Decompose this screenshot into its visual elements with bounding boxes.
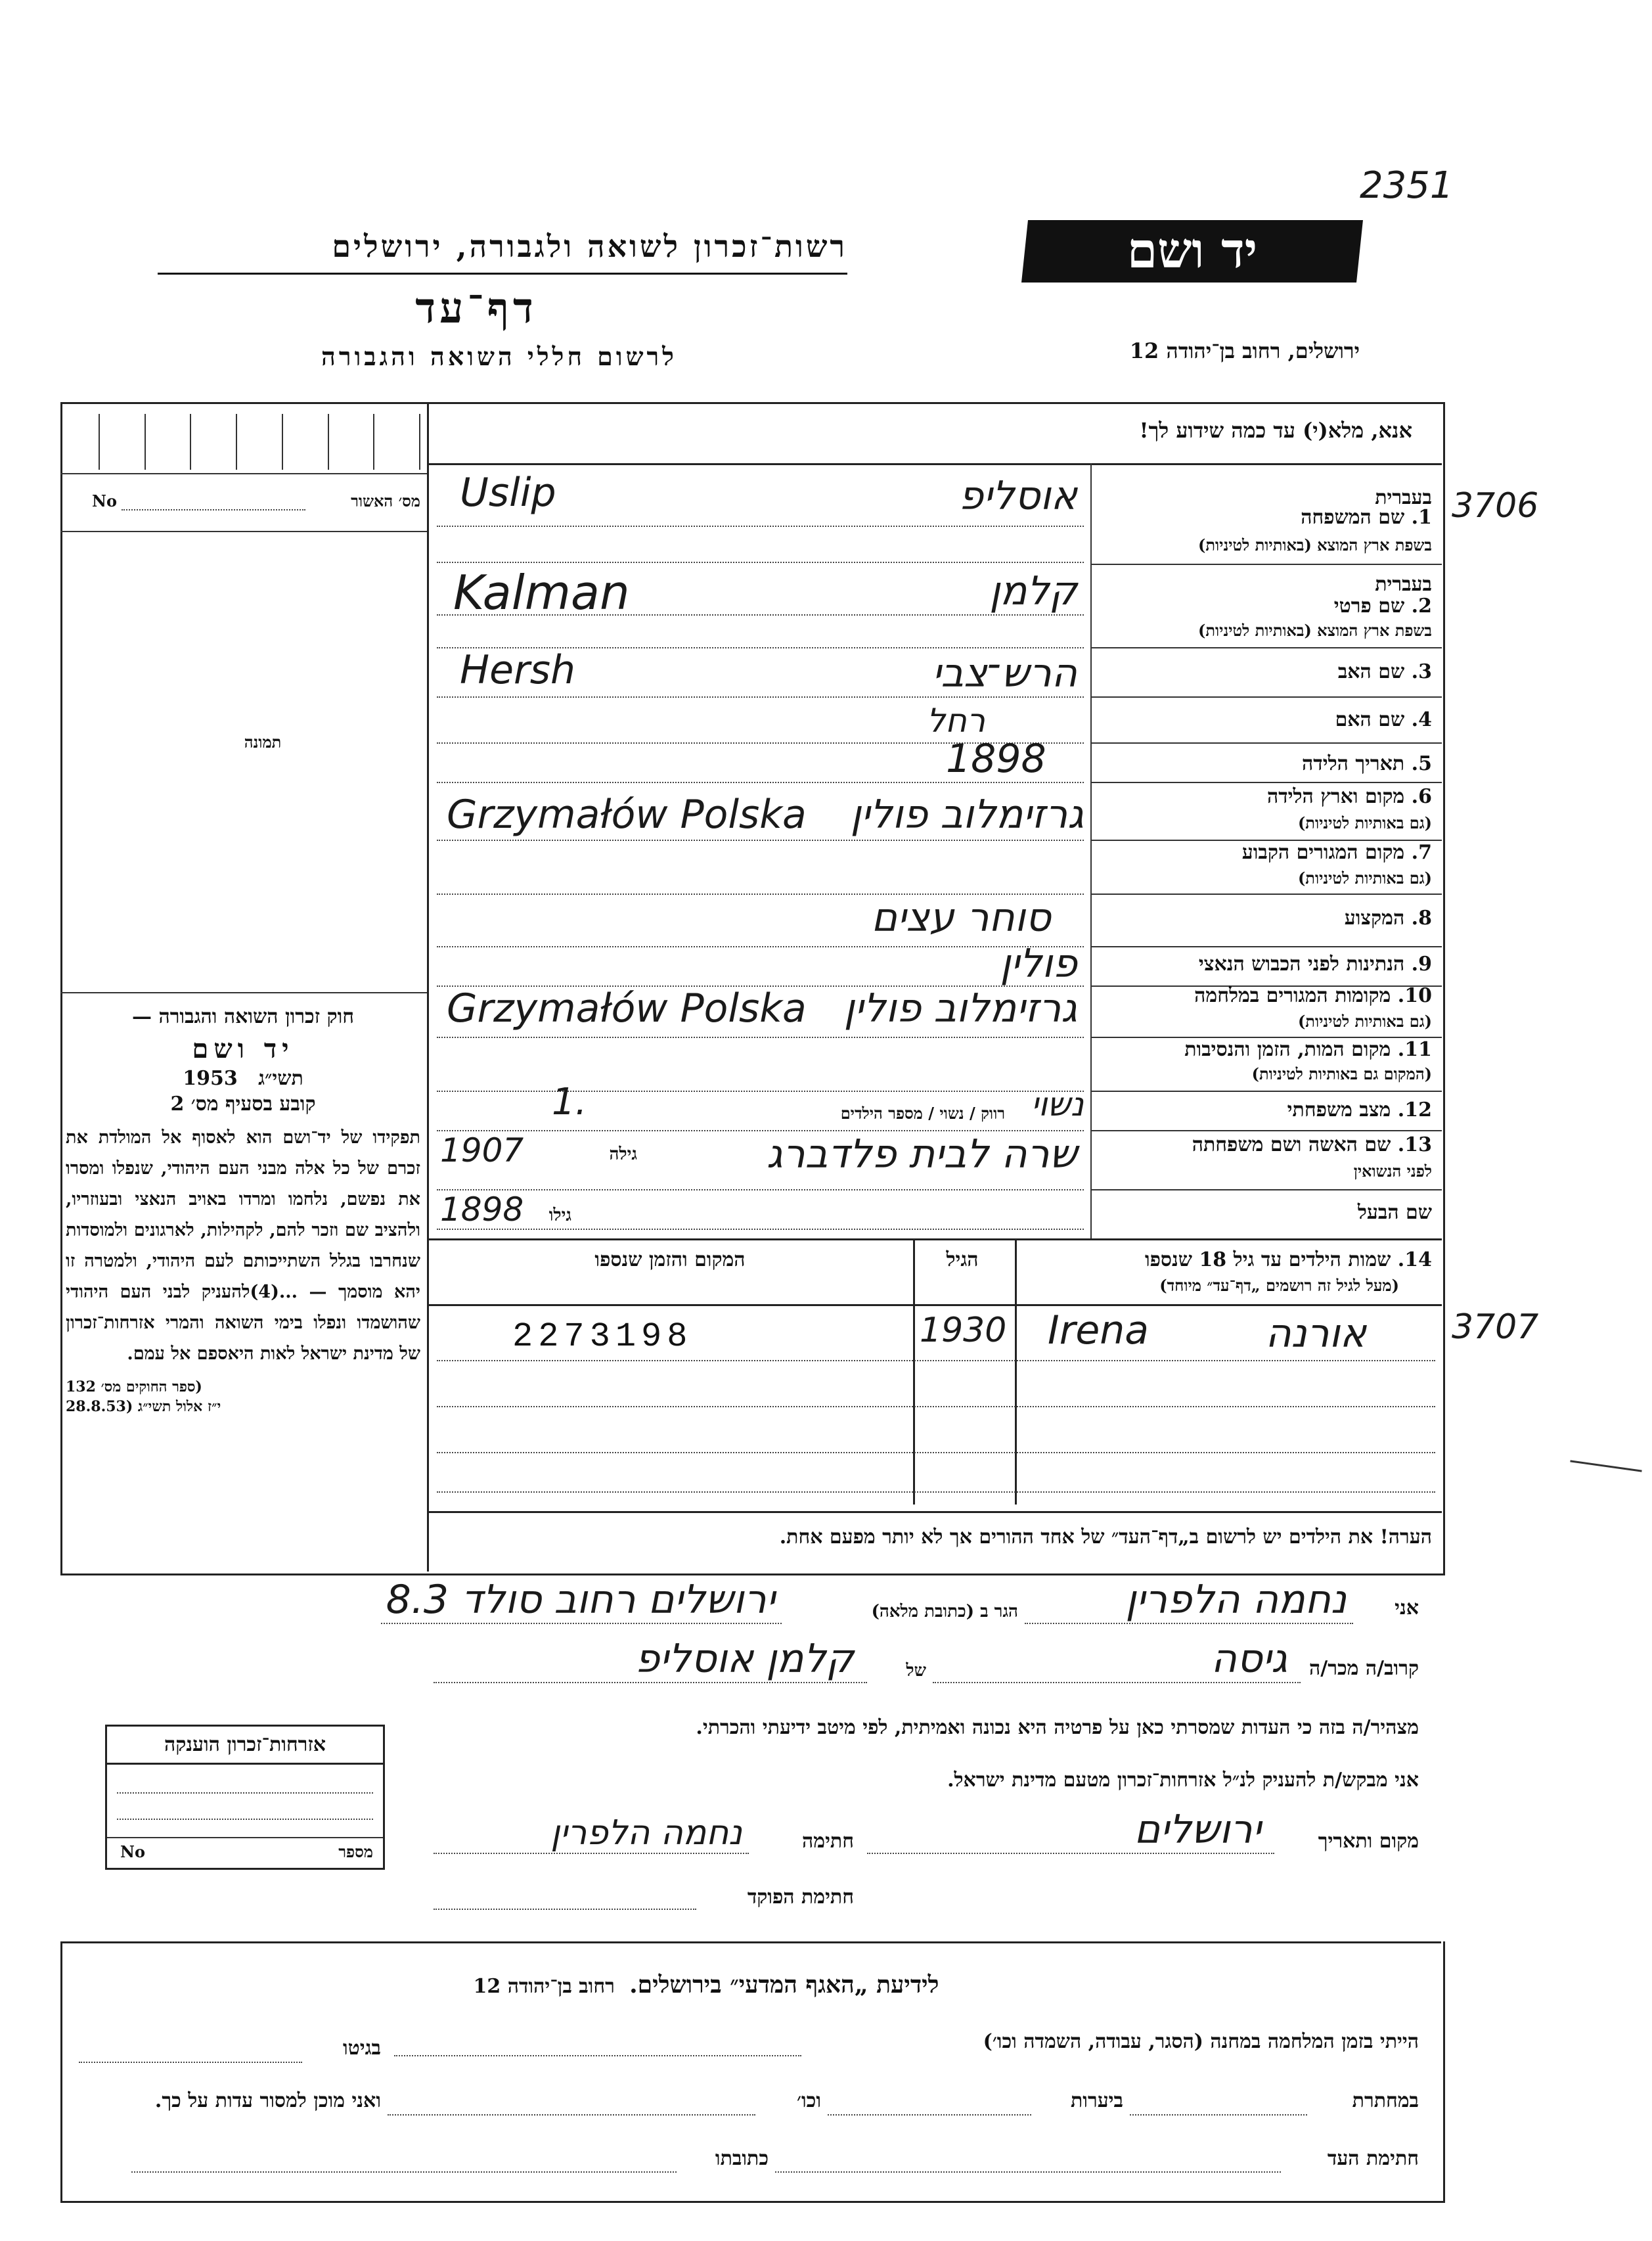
field-3-num: 3.: [1411, 660, 1432, 683]
child-1-age: 1930: [920, 1311, 1007, 1350]
appeal-text: אנא, מלא(י) עד כמה שידוע לך!: [1139, 418, 1412, 443]
citizenship-no-label: No: [120, 1842, 145, 1861]
appeal-rule: [427, 463, 1442, 465]
field-3-label: שם האב: [1337, 660, 1405, 683]
field-1-num: 1.: [1411, 506, 1432, 529]
field-6-value: גרזימלוב פולין: [850, 792, 1084, 838]
field-12-options: רווק / נשוי / מספר הילדים: [840, 1104, 1005, 1123]
field-4-label: שם האם: [1335, 708, 1405, 731]
field-4-num: 4.: [1411, 708, 1432, 731]
approval-grid: [99, 414, 420, 470]
bottom-title: לידיעת „האגף המדעי״ בירושלים.: [629, 1971, 939, 1999]
field-5-value: 1898: [946, 736, 1046, 782]
field-8-label: המקצוע: [1344, 907, 1405, 930]
children-label: שמות הילדים עד גיל 18 שנספו: [1144, 1248, 1391, 1271]
field-9-value: פולין: [1000, 941, 1077, 987]
bottom-witness-signature: חתימת העד: [1327, 2147, 1419, 2170]
photo-label: תמונה: [244, 733, 282, 752]
law-clause: קובע בסעיף מס׳ 2: [170, 1093, 316, 1116]
witness-relation: גיסה: [1211, 1636, 1287, 1682]
left-panel-divider: [427, 402, 429, 1572]
field-13-value: שרה לבית פלדברג: [767, 1131, 1077, 1177]
field-13-label: שם האשה ושם משפחתה: [1192, 1133, 1391, 1156]
witness-relative-label: קרוב/ה מכר/ה: [1309, 1657, 1419, 1680]
no-label: No: [92, 491, 117, 510]
authority-name: רשות־זכרון לשואה ולגבורה, ירושלים: [332, 229, 847, 264]
bottom-line1: הייתי בזמן המלחמה במחנה (הסגר, עבודה, השמדה וכו׳): [983, 2030, 1419, 2053]
field-3-latin-value: Hersh: [460, 647, 575, 693]
law-source: (ספר החוקים מס׳ 132: [66, 1378, 202, 1395]
field-8-value: סוחר עצים: [871, 895, 1051, 941]
bottom-ready: ואני מוכן למסור עדות על כך.: [154, 2089, 381, 2112]
field-6-sub: (גם באותיות לטיניות): [1297, 813, 1432, 832]
field-1-latin-value: Uslip: [460, 470, 556, 516]
children-num: 14.: [1397, 1248, 1432, 1271]
field-12-label: מצב משפחתי: [1287, 1098, 1391, 1121]
left-rule-2: [60, 531, 427, 532]
margin-number-2: 3707: [1452, 1307, 1539, 1347]
place-date-value: ירושלים: [1134, 1807, 1261, 1853]
margin-mark: [1570, 1460, 1641, 1472]
witness-request: אני מבקש/ת להעניק לנ״ל אזרחות־זכרון מטעם מדינת ישראל.: [947, 1769, 1419, 1792]
children-age-header: הגיל: [946, 1248, 979, 1271]
field-11-sub: (המקום גם באותיות לטיניות): [1251, 1064, 1432, 1083]
field-5-num: 5.: [1411, 752, 1432, 775]
field-10-value: גרזימלוב פולין: [843, 985, 1077, 1031]
field-10-num: 10.: [1397, 984, 1432, 1007]
field-7-sub: (גם באותיות לטיניות): [1297, 869, 1432, 888]
field-4-value: רחל: [926, 702, 985, 740]
field-7-num: 7.: [1411, 841, 1432, 864]
bottom-underground: במחתרת: [1352, 2089, 1419, 2112]
field-1-sub: בשפת ארץ המוצא (באותיות לטיניות): [1198, 535, 1432, 555]
husband-age-value: 1898: [440, 1190, 524, 1229]
bottom-address-label: כתובתו: [715, 2147, 769, 2170]
margin-number-1: 3706: [1452, 486, 1539, 526]
field-3-value: הרש־צבי: [932, 650, 1077, 696]
witness-name: נחמה הלפרין: [1125, 1577, 1347, 1623]
field-1-hebrew-value: אוסליפ: [958, 473, 1077, 519]
field-6-latin-value: Grzymałów Polska: [447, 792, 807, 838]
field-13-sub: לפני הנשואין: [1353, 1162, 1432, 1181]
left-rule-1: [60, 473, 427, 474]
field-9-num: 9.: [1411, 953, 1432, 976]
witness-i-label: אני: [1395, 1596, 1419, 1619]
field-6-label: מקום וארץ הלידה: [1266, 785, 1405, 808]
field-2-label: שם פרטי: [1333, 595, 1405, 618]
yad-vashem-logo: יד ושם: [1021, 220, 1363, 283]
signature-label: חתימה: [802, 1830, 854, 1853]
husband-age-label: גילו: [548, 1206, 571, 1225]
field-12-children-count: 1.: [552, 1081, 587, 1123]
approval-no-label: מס׳ האשור: [351, 491, 420, 510]
bottom-etc: וכו׳: [797, 2089, 821, 2112]
law-year: 1953: [183, 1067, 238, 1090]
header-rule: [158, 273, 847, 275]
document-number: 2351: [1360, 164, 1454, 207]
law-year-he: תשי״ג: [258, 1067, 303, 1090]
officer-signature-label: חתימת הפוקד: [747, 1886, 854, 1909]
form-subtitle: לרשום חללי השואה והגבורה: [321, 342, 677, 371]
children-sub: (מעל לגיל זה רושמים „דף־עד״ מיוחד): [1159, 1276, 1399, 1295]
place-date-label: מקום ותאריך: [1318, 1830, 1419, 1853]
left-rule-3: [60, 992, 427, 993]
bottom-forests: ביערות: [1070, 2089, 1123, 2112]
witness-of-name: קלמן אוסליפ: [635, 1636, 854, 1682]
citizenship-title: אזרחות־זכרון הוענקה: [164, 1733, 326, 1756]
field-11-label: מקום המות, הזמן והנסיבות: [1184, 1038, 1391, 1061]
witness-of-label: של: [906, 1661, 926, 1681]
law-date: י״ז אלול תשי״ג (28.8.53: [66, 1398, 221, 1415]
law-body: תפקידו של יד־ושם הוא לאסוף אל המולדת את זכרם של כל אלה מבני העם היהודי, שנפלו ומסרו את נפשם, נלחמו ומרדו באויב הנאצי ובעוזריו, ולהציב שם וזכר להם, לקהילות, לארגונים ולמוסדות שנחרבו בגלל השתייכותם לעם היהודי, ולמטרה זו יהא מוסמך — ...(4)להעניק לבני העם היהודי שהושמדו ונפלו בימי השואה והמרי אזרחות־זכרון של מדינת ישראל לאות היאספם אל עמם.: [66, 1127, 420, 1364]
witness-declaration: מצהיר/ה בזה כי העדות שמסרתי כאן על פרטיה היא נכונה ואמיתית, לפי מיטב ידיעתי והכרתי.: [696, 1716, 1419, 1739]
field-12-value: נשוי: [1031, 1085, 1084, 1123]
witness-signature: נחמה הלפרין: [550, 1813, 742, 1853]
law-title: חוק זכרון השואה והגבורה —: [132, 1005, 354, 1028]
field-12-num: 12.: [1397, 1098, 1432, 1121]
field-10-label: מקומות המגורים במלחמה: [1194, 984, 1391, 1007]
children-place-header: המקום והזמן שנספו: [594, 1248, 746, 1271]
field-2-hebrew-value: קלמן: [989, 568, 1077, 614]
field-13-age-value: 1907: [440, 1131, 524, 1169]
field-10-latin-value: Grzymałów Polska: [447, 985, 807, 1031]
bottom-ghetto: בגיטו: [342, 2037, 381, 2060]
field-13-age-label: גילה: [609, 1144, 637, 1164]
witness-resides-label: הגר ב (כתובת מלאה): [871, 1602, 1018, 1621]
citizenship-number-label: מספר: [338, 1842, 373, 1861]
field-6-num: 6.: [1411, 785, 1432, 808]
field-8-num: 8.: [1411, 907, 1432, 930]
form-title: דף־עד: [415, 284, 537, 333]
note-text: הערה! את הילדים יש לרשום ב„דף־העד״ של אחד ההורים אך לא יותר מפעם אחת.: [779, 1526, 1432, 1549]
bottom-address: רחוב בן־יהודה 12: [473, 1975, 615, 1998]
label-column-divider: [1090, 463, 1092, 1238]
child-1-latin-name: Irena: [1048, 1307, 1150, 1353]
bottom-header: [263, 1971, 1150, 1999]
field-9-label: הנתינות לפני הכבוש הנאצי: [1198, 953, 1405, 976]
field-1-label: שם המשפחה: [1301, 506, 1405, 529]
field-10-sub: (גם באותיות לטיניות): [1297, 1012, 1432, 1031]
citizenship-box: [105, 1725, 385, 1870]
field-2-sub: בשפת ארץ המוצא (באותיות לטיניות): [1198, 621, 1432, 640]
approval-no-line: [122, 509, 305, 510]
header-address: ירושלים, רחוב בן־יהודה 12: [1129, 338, 1360, 363]
field-2-num: 2.: [1411, 595, 1432, 618]
husband-label: שם הבעל: [1357, 1201, 1432, 1224]
field-2-latin-value: Kalman: [453, 565, 630, 620]
field-1-tag: בעברית: [1375, 486, 1432, 509]
law-section: [66, 1005, 420, 1416]
field-13-num: 13.: [1397, 1133, 1432, 1156]
witness-address: ירושלים רחוב סולד 8.3: [386, 1577, 775, 1623]
field-2-tag: בעברית: [1375, 573, 1432, 596]
law-name: יד ושם: [192, 1033, 294, 1064]
child-1-name: אורנה: [1265, 1311, 1366, 1357]
field-7-label: מקום המגורים הקבוע: [1241, 841, 1405, 864]
field-11-num: 11.: [1397, 1038, 1432, 1061]
field-5-label: תאריך הלידה: [1302, 752, 1405, 775]
child-1-place: 2273198: [512, 1317, 693, 1356]
